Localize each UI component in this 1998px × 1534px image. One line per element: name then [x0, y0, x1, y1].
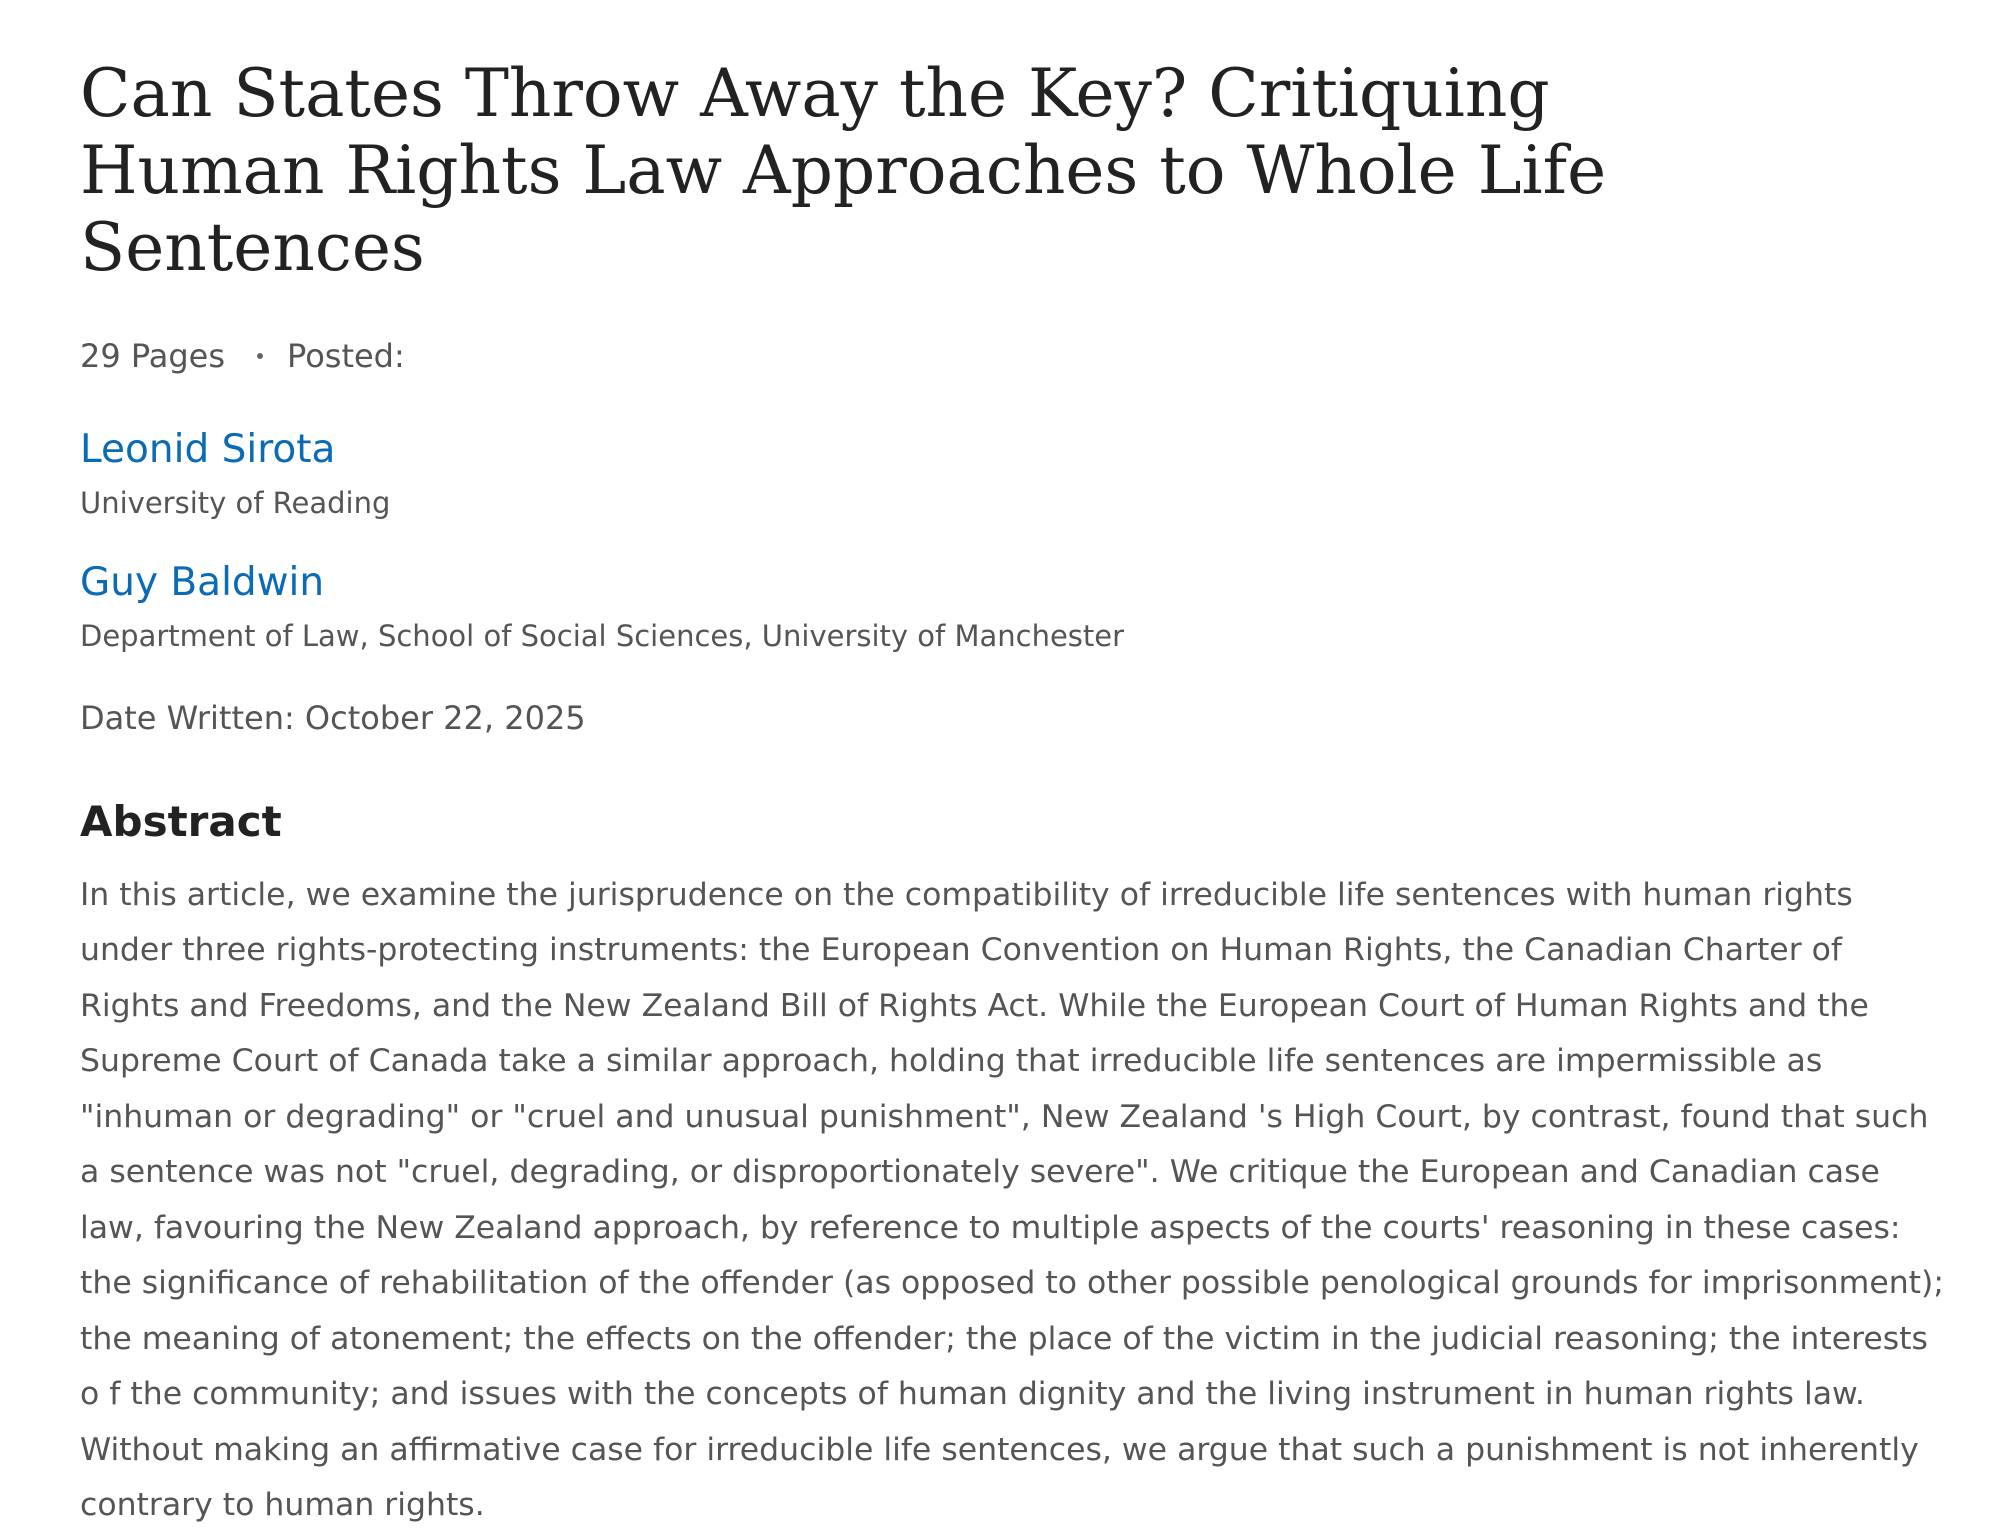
paper-meta: [80, 337, 1950, 375]
author-block: [80, 427, 1950, 520]
separator-dot-icon: [257, 353, 263, 359]
author-name-link[interactable]: Guy Baldwin: [80, 559, 325, 605]
author-affiliation: Department of Law, School of Social Sciences, University of Manchester: [80, 618, 1125, 653]
paper-page: [80, 55, 1950, 1534]
author-name-link[interactable]: Leonid Sirota: [80, 426, 336, 472]
author-block: [80, 560, 1950, 653]
abstract-text: In this article, we examine the jurisprudence on the compatibility of irreducible life sentences with human rights under three rights-protecting instruments: the European Convention on Human Rights, the Canadian Charter of Rights and Freedoms, and the New Zealand Bill of Rights Act. While the European Court of Human Rights and the Supreme Court of Canada take a similar approach, holding that irreducible life sentences are impermissible as "inhuman or degrading" or "cruel and unusual punishment", New Zealand 's High Court, by contrast, found that such a sentence was not "cruel, degrading, or disproportionately severe". We critique the European and Canadian case law, favouring the New Zealand approach, by reference to multiple aspects of the courts' reasoning in these cases: the significance of rehabilitation of the offender (as opposed to other possible penological grounds for imprisonment); the meaning of atonement; the effects on the offender; the place of the victim in the judicial reasoning; the interests o f the community; and issues with the concepts of human dignity and the living instrument in human rights law. Without making an affirmative case for irreducible life sentences, we argue that such a punishment is not inherently contrary to human rights.: [80, 876, 1944, 1524]
posted-label: Posted:: [287, 336, 405, 375]
date-written: Date Written: October 22, 2025: [80, 698, 586, 737]
page-count: 29 Pages: [80, 336, 226, 375]
abstract-heading: Abstract: [80, 796, 282, 846]
author-affiliation: University of Reading: [80, 485, 391, 520]
paper-title: Can States Throw Away the Key? Critiquing Human Rights Law Approaches to Whole Life Sentences: [80, 55, 1607, 287]
